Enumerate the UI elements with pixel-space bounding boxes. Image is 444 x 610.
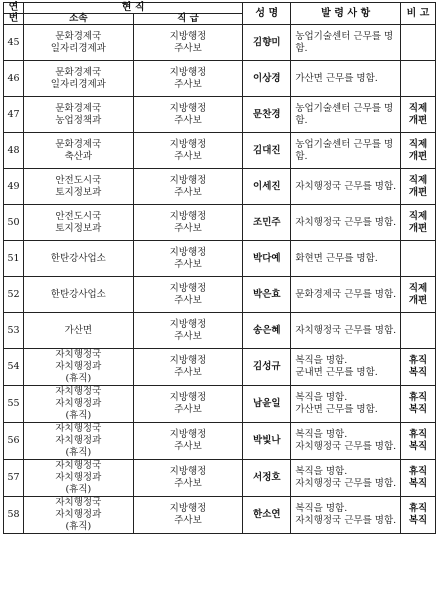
rank-line: 지방행정 [169,210,207,222]
rank-line: 주사보 [174,150,202,162]
table-row [4,423,436,460]
remark-cell [401,25,436,61]
table-row [4,133,436,169]
row-number: 52 [4,277,24,313]
name-cell: 남윤일 [243,386,291,423]
rank-line: 주사보 [174,42,202,54]
rank-line: 주사보 [174,367,202,378]
order-content-cell [291,423,401,460]
rank-cell [133,169,243,205]
dept-line: 자치행정국 [55,460,102,471]
name-cell: 김성규 [243,349,291,386]
header-dept: 소속 [24,14,134,25]
content-line: 자치행정국 근무를 명함. [295,441,397,452]
content-line: 농업기술센터 근무를 명함. [295,30,394,54]
name-cell: 조민주 [243,205,291,241]
rank-cell [133,241,243,277]
remark-cell [401,423,436,460]
rank-cell [133,25,243,61]
header-remark: 비 고 [401,3,436,25]
remark-line: 직제 [408,282,428,294]
dept-line: 농업정책과 [55,114,102,126]
dept-line: 자치행정국 [55,386,102,397]
content-line: 복직을 명함. [295,466,348,477]
order-content-cell [291,349,401,386]
remark-cell [401,169,436,205]
rank-line: 지방행정 [169,466,207,477]
order-content-cell [291,313,401,349]
content-line: 문화경제국 근무를 명함. [295,288,397,300]
row-number: 51 [4,241,24,277]
name-cell: 박빛나 [243,423,291,460]
rank-line: 지방행정 [169,102,207,114]
rank-cell [133,97,243,133]
rank-cell [133,386,243,423]
header-current-position: 현 직 [24,3,243,14]
dept-line: (휴직) [65,410,92,421]
remark-cell [401,241,436,277]
remark-cell [401,97,436,133]
content-line: 자치행정국 근무를 명함. [295,324,397,336]
dept-line: 가산면 [64,324,93,336]
row-number: 49 [4,169,24,205]
remark-line: 개편 [408,294,428,306]
content-line: 가산면 근무를 명함. [295,404,378,415]
remark-line: 개편 [408,114,428,126]
table-header [4,3,436,25]
department-cell [24,205,134,241]
dept-line: 자치행정과 [55,361,102,372]
content-line: 복직을 명함. [295,392,348,403]
table-row [4,241,436,277]
rank-line: 지방행정 [169,392,207,403]
table-row [4,205,436,241]
department-cell [24,386,134,423]
row-number: 54 [4,349,24,386]
rank-line: 지방행정 [169,30,207,42]
remark-line: 복직 [408,367,428,378]
remark-line: 개편 [408,186,428,198]
dept-line: 문화경제국 [55,30,102,42]
dept-line: 자치행정과 [55,509,102,520]
name-cell: 김향미 [243,25,291,61]
department-cell [24,25,134,61]
table-body [4,25,436,534]
remark-line: 직제 [408,102,428,114]
content-line: 화현면 근무를 명함. [295,252,378,264]
remark-line: 휴직 [408,503,428,514]
rank-line: 주사보 [174,478,202,489]
order-content-cell [291,497,401,534]
dept-line: 안전도시국 [55,174,102,186]
order-content-cell [291,205,401,241]
order-content-cell [291,241,401,277]
dept-line: 안전도시국 [55,210,102,222]
department-cell [24,61,134,97]
dept-line: 일자리경제과 [50,78,106,90]
dept-line: (휴직) [65,373,92,384]
name-cell: 문찬경 [243,97,291,133]
order-content-cell [291,61,401,97]
remark-line: 복직 [408,478,428,489]
order-content-cell [291,386,401,423]
rank-line: 지방행정 [169,66,207,78]
dept-line: 토지정보과 [55,222,102,234]
remark-line: 직제 [408,138,428,150]
dept-line: 일자리경제과 [50,42,106,54]
remark-cell [401,61,436,97]
remark-line: 휴직 [408,466,428,477]
row-number: 53 [4,313,24,349]
row-number: 48 [4,133,24,169]
dept-line: 토지정보과 [55,186,102,198]
table-row [4,386,436,423]
name-cell: 한소연 [243,497,291,534]
personnel-order-table [3,2,436,534]
header-name: 성 명 [243,3,291,25]
remark-line: 직제 [408,174,428,186]
content-line: 복직을 명함. [295,429,348,440]
dept-line: 자치행정과 [55,435,102,446]
dept-line: 자치행정국 [55,349,102,360]
content-line: 자치행정국 근무를 명함. [295,515,397,526]
rank-line: 주사보 [174,330,202,342]
rank-cell [133,460,243,497]
remark-cell [401,277,436,313]
table-row [4,169,436,205]
dept-line: 자치행정국 [55,497,102,508]
remark-line: 복직 [408,404,428,415]
dept-line: 문화경제국 [55,102,102,114]
name-cell: 이세진 [243,169,291,205]
table-row [4,97,436,133]
remark-cell [401,349,436,386]
dept-line: (휴직) [65,484,92,495]
row-number: 58 [4,497,24,534]
remark-line: 휴직 [408,392,428,403]
rank-cell [133,423,243,460]
content-line: 복직을 명함. [295,355,348,366]
rank-cell [133,205,243,241]
name-cell: 김대진 [243,133,291,169]
rank-line: 지방행정 [169,503,207,514]
order-content-cell [291,133,401,169]
dept-line: 문화경제국 [55,138,102,150]
remark-cell [401,205,436,241]
remark-line: 개편 [408,150,428,162]
header-no-top: 연 [4,3,24,14]
rank-line: 주사보 [174,404,202,415]
content-line: 가산면 근무를 명함. [295,72,378,84]
dept-line: 축산과 [64,150,93,162]
row-number: 56 [4,423,24,460]
department-cell [24,241,134,277]
content-line: 복직을 명함. [295,503,348,514]
rank-line: 주사보 [174,222,202,234]
content-line: 군내면 근무를 명함. [295,367,378,378]
department-cell [24,349,134,386]
rank-line: 지방행정 [169,246,207,258]
dept-line: 한탄강사업소 [50,252,106,264]
content-line: 농업기술센터 근무를 명함. [295,102,394,126]
header-content: 발 령 사 항 [291,3,401,25]
content-line: 농업기술센터 근무를 명함. [295,138,394,162]
rank-cell [133,61,243,97]
row-number: 45 [4,25,24,61]
dept-line: 자치행정과 [55,472,102,483]
remark-line: 휴직 [408,355,428,366]
rank-line: 주사보 [174,114,202,126]
table-row [4,25,436,61]
table-row [4,497,436,534]
order-content-cell [291,460,401,497]
remark-line: 복직 [408,515,428,526]
rank-line: 주사보 [174,515,202,526]
rank-line: 지방행정 [169,138,207,150]
department-cell [24,277,134,313]
rank-cell [133,277,243,313]
department-cell [24,423,134,460]
dept-line: (휴직) [65,447,92,458]
table-row [4,61,436,97]
remark-line: 휴직 [408,429,428,440]
remark-cell [401,386,436,423]
row-number: 46 [4,61,24,97]
name-cell: 이상경 [243,61,291,97]
header-rank: 직 급 [133,14,243,25]
table-row [4,277,436,313]
rank-cell [133,133,243,169]
name-cell: 박은효 [243,277,291,313]
row-number: 47 [4,97,24,133]
content-line: 자치행정국 근무를 명함. [295,216,397,228]
rank-cell [133,349,243,386]
order-content-cell [291,25,401,61]
rank-line: 지방행정 [169,318,207,330]
rank-line: 지방행정 [169,355,207,366]
remark-cell [401,497,436,534]
dept-line: (휴직) [65,521,92,532]
row-number: 50 [4,205,24,241]
remark-line: 직제 [408,210,428,222]
table-row [4,460,436,497]
order-content-cell [291,169,401,205]
dept-line: 한탄강사업소 [50,288,106,300]
rank-line: 지방행정 [169,429,207,440]
dept-line: 자치행정과 [55,398,102,409]
name-cell: 서정호 [243,460,291,497]
remark-cell [401,313,436,349]
rank-line: 주사보 [174,186,202,198]
rank-line: 지방행정 [169,282,207,294]
table-row [4,313,436,349]
row-number: 55 [4,386,24,423]
department-cell [24,169,134,205]
department-cell [24,313,134,349]
table-row [4,349,436,386]
name-cell: 박다예 [243,241,291,277]
header-no-bottom: 번 [4,14,24,25]
rank-cell [133,313,243,349]
content-line: 자치행정국 근무를 명함. [295,180,397,192]
remark-line: 복직 [408,441,428,452]
dept-line: 문화경제국 [55,66,102,78]
rank-line: 지방행정 [169,174,207,186]
department-cell [24,133,134,169]
rank-line: 주사보 [174,294,202,306]
rank-line: 주사보 [174,78,202,90]
rank-cell [133,497,243,534]
remark-line: 개편 [408,222,428,234]
name-cell: 송은혜 [243,313,291,349]
order-content-cell [291,277,401,313]
row-number: 57 [4,460,24,497]
rank-line: 주사보 [174,258,202,270]
department-cell [24,460,134,497]
order-content-cell [291,97,401,133]
department-cell [24,497,134,534]
dept-line: 자치행정국 [55,423,102,434]
remark-cell [401,460,436,497]
remark-cell [401,133,436,169]
rank-line: 주사보 [174,441,202,452]
content-line: 자치행정국 근무를 명함. [295,478,397,489]
department-cell [24,97,134,133]
